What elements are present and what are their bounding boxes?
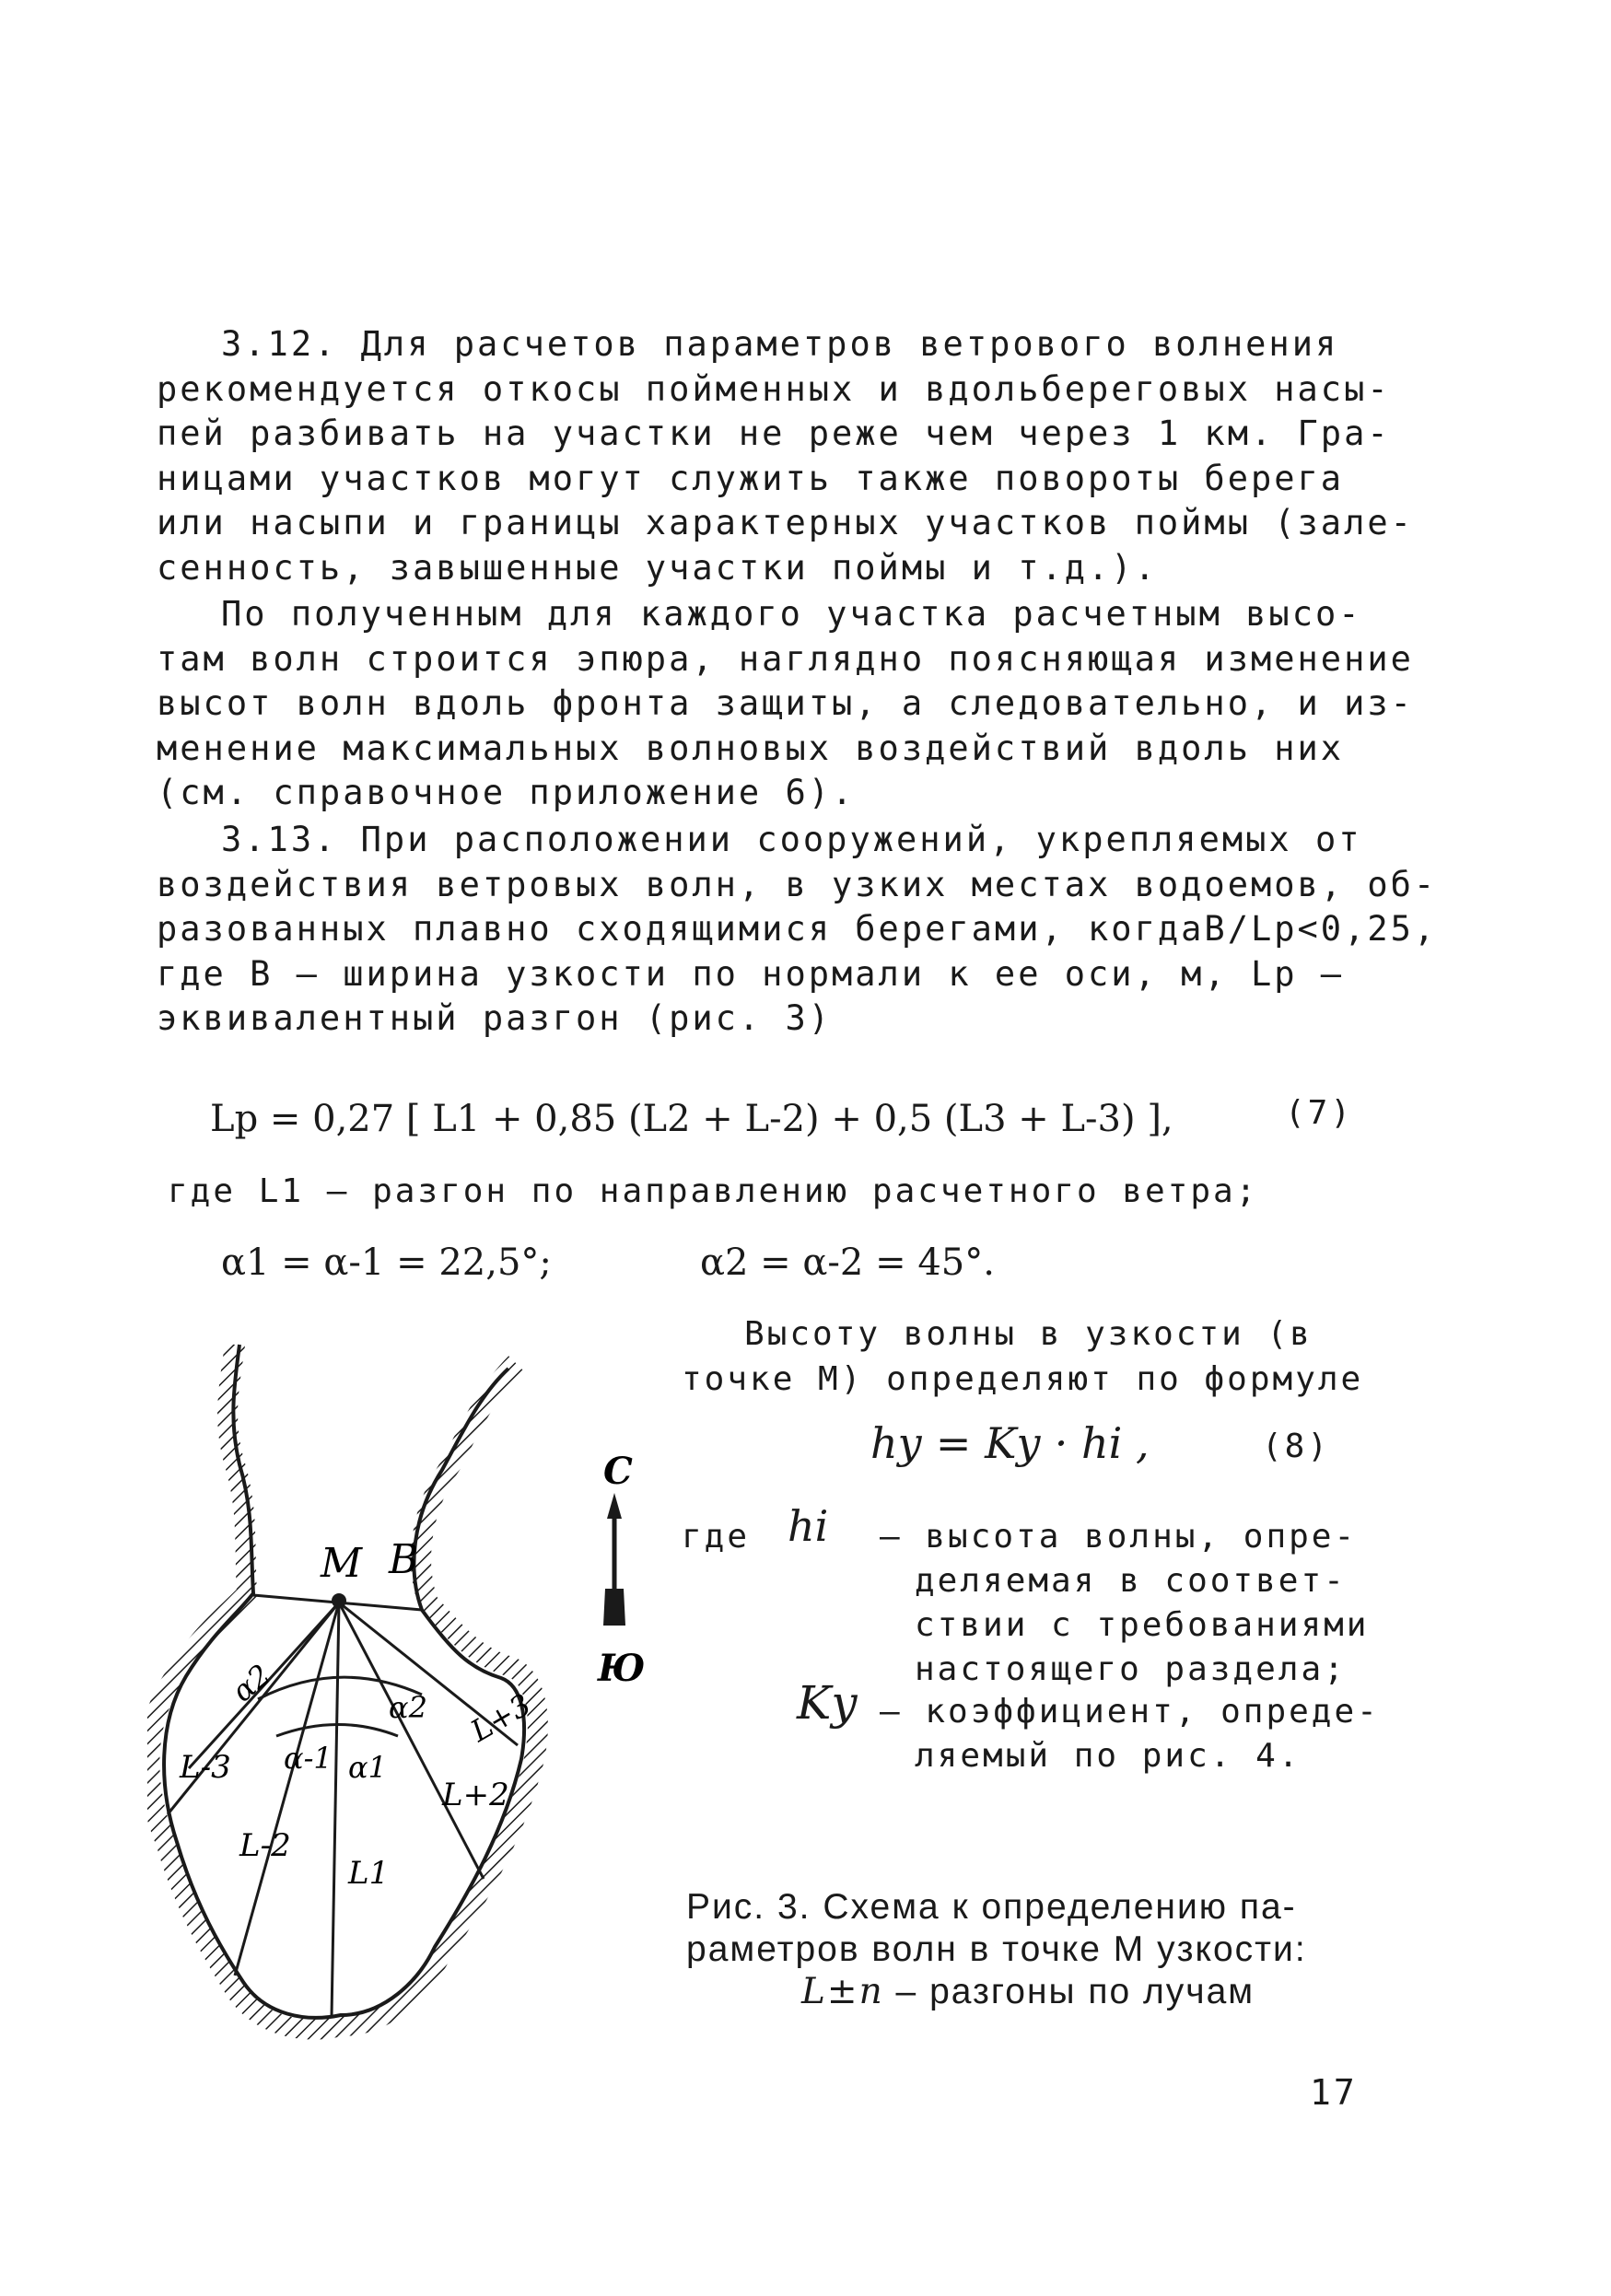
text-line: ляемый по рис. 4. (915, 1737, 1302, 1775)
figure-3-diagram (147, 1326, 608, 2045)
section-3-13-paragraph (157, 818, 1438, 1042)
text-line: где B – ширина узкости по нормали к ее оси, м, Lp – (157, 953, 1345, 994)
text-line: (см. справочное приложение 6). (157, 773, 856, 812)
label-south: Ю (598, 1647, 646, 1690)
compass-arrow (594, 1451, 649, 1708)
text-line: пей разбивать на участки не реже чем через 1 км. Гра- (157, 414, 1391, 453)
label-alpha2-right: α2 (389, 1690, 427, 1725)
angle-alpha2: α2 = α-2 = 45°. (700, 1241, 995, 1284)
label-L-plus3: L+3 (464, 1686, 537, 1749)
text-line: менение максимальных волновых воздействий вдоль них (157, 728, 1345, 768)
text-line: эквивалентный разгон (рис. 3) (157, 998, 833, 1038)
label-L-minus3: L-3 (180, 1749, 231, 1786)
formula-7: Lp = 0,27 [ L1 + 0,85 (L2 + L-2) + 0,5 (L3 + L-3) ], (210, 1098, 1173, 1140)
ky-symbol: Kу (797, 1676, 858, 1730)
text-line: разованных плавно сходящимися берегами, когдаB/Lp<0,25, (157, 909, 1438, 949)
text-line: – высота волны, опре- (880, 1518, 1358, 1556)
label-L-minus2: L-2 (239, 1827, 291, 1864)
point-M-marker (332, 1593, 346, 1608)
caption-line: Рис. 3. Схема к определению па- (686, 1887, 1297, 1927)
text-line: сенность, завышенные участки поймы и т.д.). (157, 547, 1158, 588)
bank-hatching (149, 1345, 537, 2030)
formula-7-number: (7) (1285, 1094, 1354, 1132)
label-B: B (389, 1536, 419, 1583)
text-line: деляемая в соответ- (915, 1562, 1347, 1600)
wave-height-intro-2: точке М) определяют по формуле (682, 1360, 1364, 1398)
hi-definition (880, 1515, 1369, 1692)
text-line: высот волн вдоль фронта защиты, а следовательно, и из- (157, 683, 1414, 723)
where-L1-line: где L1 – разгон по направлению расчетного ветра; (168, 1172, 1259, 1210)
text-line: воздействия ветровых волн, в узких местах водоемов, об- (157, 864, 1438, 904)
label-L-plus2: L+2 (442, 1777, 509, 1813)
text-line: ствии с требованиями (915, 1606, 1370, 1644)
epura-paragraph (157, 592, 1414, 816)
angle-alpha1: α1 = α-1 = 22,5°; (221, 1241, 552, 1284)
label-alpha1: α1 (348, 1750, 387, 1785)
label-L1: L1 (348, 1855, 390, 1892)
figure-3-caption (686, 1886, 1395, 2013)
text-line: там волн строится эпюра, наглядно поясняющая изменение (157, 638, 1414, 679)
label-north: С (603, 1451, 633, 1493)
hi-prefix: где (682, 1518, 751, 1556)
text-line: рекомендуется откосы пойменных и вдольбереговых насы- (157, 368, 1391, 409)
formula-8: hу = Kу · hi , (870, 1418, 1150, 1468)
label-alpha2-left: α2 (225, 1657, 278, 1709)
text-line: или насыпи и границы характерных участков поймы (зале- (157, 503, 1414, 542)
arrow-tail-icon (603, 1589, 625, 1626)
text-line: ницами участков могут служить также повороты берега (157, 458, 1345, 498)
text-line: – коэффициент, опреде- (880, 1693, 1380, 1731)
caption-tail: – разгоны по лучам (895, 1972, 1255, 2011)
caption-line: раметров волн в точке М узкости: (686, 1929, 1307, 1969)
caption-line (686, 1971, 1395, 2013)
text-line: По полученным для каждого участка расчетным высо- (221, 594, 1362, 634)
hi-symbol: hi (788, 1501, 829, 1551)
ky-definition (880, 1690, 1380, 1778)
formula-8-number: (8) (1262, 1428, 1331, 1465)
caption-symbol: L±n (801, 1971, 884, 2012)
label-alpha-minus1: α-1 (284, 1741, 333, 1776)
wave-height-intro-1: Высоту волны в узкости (в (744, 1315, 1313, 1353)
label-M: M (321, 1540, 363, 1587)
text-line: 3.13. При расположении сооружений, укрепляемых от (221, 820, 1362, 859)
arrow-head-icon (607, 1493, 622, 1519)
section-3-12-paragraph (157, 322, 1414, 590)
page-number: 17 (1310, 2072, 1358, 2113)
text-line: 3.12. Для расчетов параметров ветрового волнения (221, 324, 1339, 364)
text-line: настоящего раздела; (915, 1650, 1347, 1688)
